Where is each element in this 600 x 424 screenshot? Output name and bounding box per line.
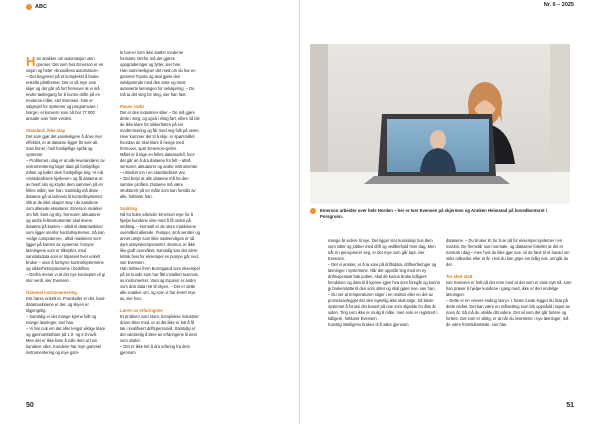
paragraph: datasene. – Du bruker KI for å se på for eksempel systemer i en maskin. De fremstår som normale, og datasene forteller at det er normalt i dag – men hvis du ikke gjør noe, vil de fane til et havari om seks måneder eller et år. Hvis du kan gripe inn tidlig nok, unngår du det. [446,238,570,267]
column-4 [446,238,574,328]
subheading: Standard, ikke stay [26,128,66,133]
paragraph: Nå for tiden arbeider Emerson mye for å hjelpe kundene sine med å få orden på småting. – Normalt er de store maskinene overvåket allerede. Pumper, små ventiler og annet utstyr som ikke nødvendigvis er så dyre utstyrskomponenter, derimot, er ikke like godt overvåket. Samtidig kan det være kritisk hvis for eksempel en pumpe går ned, sier Evensen. [120,212,200,265]
paragraph: Et problem som store, komplekse industrier driver sliter med, er at det ikke er lett å få tak i kvalifisert driftspersonell. Samtidig er det vanskelig å lære av erfaringene til dem som slutter. [120,314,199,343]
paragraph: – Du ser at temperaturen stiger i en reaktor eller en del av prosessanlegget der den egentlig ikke skal stige. Så klarer systemet å forutsi det basert på noe som skjedde for åtte år siden. Ting som ikke er mulig å måle, men som er registrert i tidligere, forklarer Evensen. [328,292,438,321]
paragraph: Iver Evensen er helt på det rene med at det som er siste nytt nå, som han prøver å hjelpe kundene i gang med, ikke er den endelige løsningen. [446,280,572,297]
lead-paragraph: Han snakker om automasjon uten grenser. Det som hos Emerson er en visjon og heter «boundless automation». [26,54,104,73]
page-number-left: 50 [26,402,34,409]
paragraph: Han trekker frem Borregaard som eksempel på en kunde som har fått installert tusenvis av instrumenter. Vara og Equinor er andre som drar data rett til skyen. – Det er dette alle snakker om, og som vi har levert mye av, sier han. [120,266,200,301]
column-3 [328,238,440,328]
drop-cap: H [26,54,36,69]
paragraph: Det som gjør det vanskeligere å drive mer effektivt, er at dataene ligger litt over alt, man finner i helt forskjellige språk og systemer. [26,134,102,157]
magazine-name: ABC [35,4,47,10]
subheading: Småting [120,206,137,211]
paragraph: – Det vi ønsker, er å ta vare på driftsdata, driftserfaringer og løsninger i systemene. Når det oppstår ting med en ny driftsoperatør bak pulten, skal de kunne bruke tidligere hendelser og data til å kjenne igjen hva som foregår og kunne gi brukerstøtte til den som sitter og skal gjøre noe, sier han. [328,262,440,291]
paragraph: – Derfra mener vi at det nye konseptet vil gi stor verdi, sier Evensen. [26,272,105,283]
paragraph: – Det er ikke lett å dra erfaring fra dem gjennom [120,344,191,355]
subheading: Tar slett stalt [446,274,473,279]
page-number-right: 51 [566,402,574,409]
subheading: Gammel instrumentering [26,290,77,295]
paragraph: – Problemet i dag er at alle leverandører av instrumentering lager data på forskjellige måter og kaller dem forskjellige ting. Vi må «standardisere kjelleren» og få dataene ut av hvert silo og knytte dem sammen på en felles måte, sier han. Samtidig må disse dataene gå ut sideveis til kontrollsystemet, slik at de ikke skaper stay i de kanalene som allerede eksisterer. Emerson snakker om felt, kant og sky. Sensorer, aktuatorer og andre feltinstrumenter skal levere dataene på kanten – altså til datamaskiner som ligger utenfor kontrollsystemet. Så kan «edge computeren», altså maskinen som ligger på kanten av systemet, forsyne løsningene som er tilknyttet, med sanntidsdata som er tilpasset hver enkelt bruker – uten å forstyrre kontrollsystemene og sikkerhetssystemene i bedriften. [26,158,105,271]
paragraph: Det høres enkelt ut. Protokoller er det, kant-datamaskinene er der, og skyen er tilgjengelig. [26,296,106,313]
paragraph: Han sammenligner det med om du har en gammel Toyota og skal gjøre den selvkjørende med den siste og mest avanserte løsningen for selvkjøring. – Du må ta det steg for steg, sier han fast. [120,68,196,97]
paragraph: le bus-er som ikke støtter moderne formater. Derfor må det gjøres oppgraderinger og lytter, sier han. [120,50,184,67]
photo-caption [310,208,570,220]
paragraph: Målet er å lage en felles datamodell, hvor det går an å dra dataene fra felt – altså sensorer, aktuatorer og andre instrumenter – uhindret inn i en standardisert vev. [120,152,198,175]
paragraph: – Det begynner på et komplekst å bruke enkelte plattformer. Det er så mye som skjer og det går så fort fremover at vi må endre tankegang for å kunne drifte på en moderne måte, sier Evensen. Han er salgssjef for systemer og programvare i Norge i et konsern som nå har 77.000 ansatte over hele verden. [26,74,100,121]
paragraph: Kunstig intelligens brukes til å sake gjennom [328,322,409,327]
subheading: Lærer av erfaringene [120,308,163,313]
paragraph: – Det betyr at alle dataene må ha den samme profilen. Dataene må være strukturert på en måte som kan forstås av alle, forklarer han. [120,176,196,199]
magazine-header [26,2,47,12]
paragraph: – Dette er en «never ending story». I forste runde legger du lista på dette nivået. Det kan være en målsetting som blir oppnådd i løpet av noen år. Så må du utvikle ditt videre. Det vil som det går fortere og fortere. Det som er viktig, er at når du investerer i nye løsninger, må de være fremtidsrettede, sier han. [446,298,570,327]
section-badge-icon [26,4,32,10]
paragraph: mange år videre til nye. Det ligger stor kunnskap hos dem som sitter og jobber med drift og vedlikehold hver dag. Men når én pensjonerer seg, er det mye som går tapt, sier Evensen. [328,238,436,261]
paragraph: Det er den industrien sliter – De må gjøre dette i steg, og også i riktig fart, ellers så blir de ikke klare for sikkerheten på sin modernisering og får med seg folk på veien. Hver kommer det til å skje, er spørsmålet hvordan de skal klare å henge med fremover, spør Emerson-sjefen. [120,110,200,151]
article-photo [310,44,570,204]
office-photo-illustration [310,44,570,204]
camera-icon [310,208,316,214]
caption-text: Emerson arbeider over hele Norden – her er Iver Evensen på skjermen og Annken Heimstad på hovedkontoret i Porsgrunn. [320,208,547,219]
column-1 [26,56,106,356]
paragraph: – Samtidig er det mange kjerne fullt og mange løsninger, sier han. [26,314,97,325]
subheading: Passe raskt [120,104,144,109]
paragraph: – Vi har nok om det aller lengst viktige klare og gjennomførbare på 1.0- og 2.0-nivå. Men det er ikke bare å rulle dem ut hos kundene våre. Kundene har mye gammel instrumentering og mye gam- [26,326,106,355]
column-2 [120,50,200,356]
issue-header: Nr. 6 – 2025 [543,2,574,8]
